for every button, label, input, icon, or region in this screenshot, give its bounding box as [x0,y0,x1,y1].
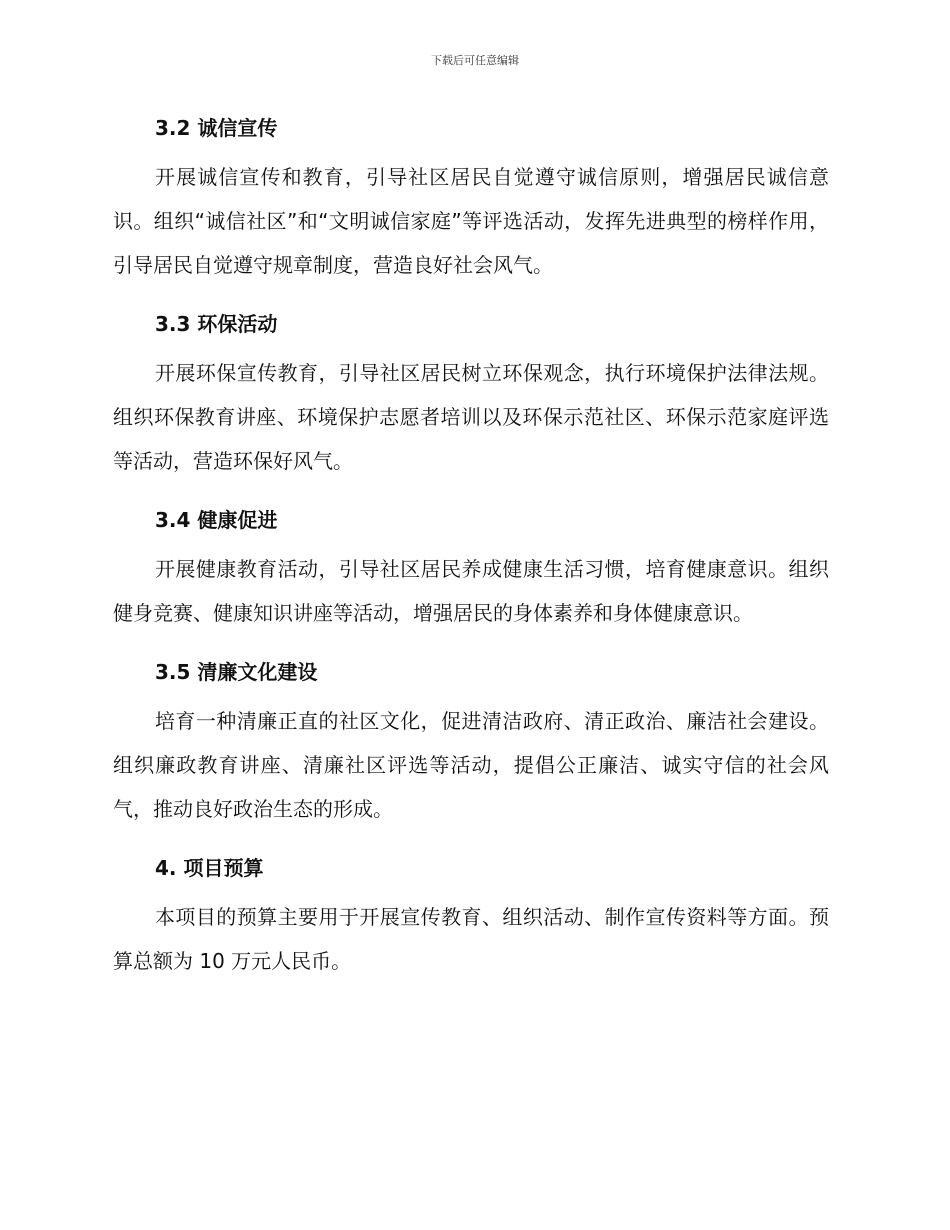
section-paragraph: 开展健康教育活动，引导社区居民养成健康生活习惯，培育健康意识。组织健身竞赛、健康知识讲座等活动，增强居民的身体素养和身体健康意识。 [113,557,829,625]
section-3-4 [113,500,829,635]
section-heading: 3.2 诚信宣传 [155,116,278,140]
section-paragraph: 本项目的预算主要用于开展宣传教育、组织活动、制作宣传资料等方面。预算总额为 10 万元人民币。 [113,905,829,973]
section-heading: 4. 项目预算 [155,856,264,880]
section-4 [113,848,829,983]
section-heading: 3.5 清廉文化建设 [155,660,318,684]
section-paragraph: 开展环保宣传教育，引导社区居民树立环保观念，执行环境保护法律法规。组织环保教育讲座、环境保护志愿者培训以及环保示范社区、环保示范家庭评选等活动，营造环保好风气。 [113,361,829,473]
section-3-3 [113,304,829,483]
section-3-2 [113,108,829,287]
section-heading: 3.4 健康促进 [155,508,278,532]
section-paragraph: 开展诚信宣传和教育，引导社区居民自觉遵守诚信原则，增强居民诚信意识。组织“诚信社区”和“文明诚信家庭”等评选活动，发挥先进典型的榜样作用，引导居民自觉遵守规章制度，营造良好社会风气。 [113,165,829,277]
document-body [113,108,829,983]
header-note: 下载后可任意编辑 [431,54,519,67]
section-3-5 [113,652,829,831]
section-heading: 3.3 环保活动 [155,312,278,336]
section-paragraph: 培育一种清廉正直的社区文化，促进清洁政府、清正政治、廉洁社会建设。组织廉政教育讲座、清廉社区评选等活动，提倡公正廉洁、诚实守信的社会风气，推动良好政治生态的形成。 [113,709,829,821]
